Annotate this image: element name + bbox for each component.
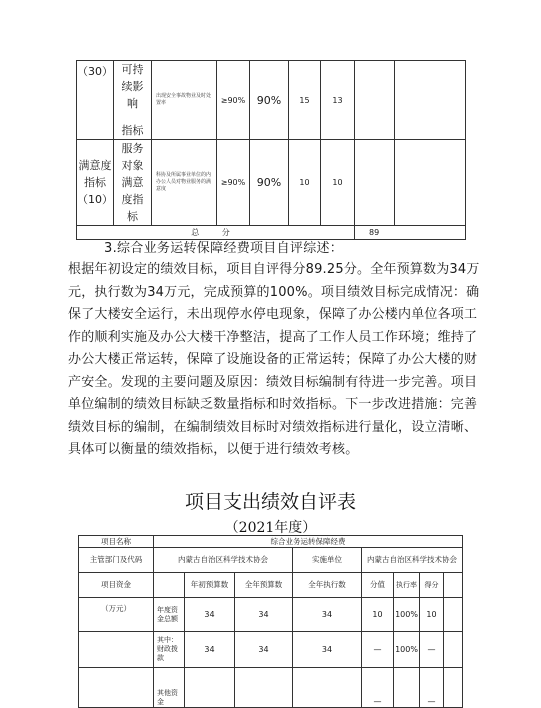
project-expenditure-table: [78, 535, 463, 708]
impl-label: 实施单位: [312, 555, 342, 564]
form-title: 项目支出绩效自评表: [184, 491, 356, 513]
score: 10: [426, 609, 437, 619]
target-value: ≥90%: [220, 95, 246, 105]
points: —: [373, 697, 382, 706]
section-heading: 3.综合业务运转保障经费项目自评综述：: [104, 241, 344, 256]
indicator-detail: 科协及所属事业单位的内办公人员对物业服务的满意度: [156, 172, 212, 192]
performance-indicator-table: [76, 60, 466, 240]
col-header: 全年预算数: [244, 580, 283, 589]
section-body: 根据年初设定的绩效目标，项目自评得分89.25分。全年预算数为34万元，执行数为34万元，完成预算的100%。项目绩效目标完成情况：确保了大楼安全运行，未出现停水停电现象，保障了办公楼内单位各项工作的顺利实施及办公大楼干净整洁，提高了工作人员工作环境；维持了办公大楼正常运转，保障了设施设备的正常运转；保障了办公大楼的财产安全。发现的主要问题及原因：绩效目标编制有待进一步完善。项目单位编制的绩效目标缺乏数量指标和时效指标。下一步改进措施：完善绩效目标的编制，在编制绩效目标时对绩效指标进行量化，设立清晰、具体可以衡量的绩效指标，以便于进行绩效考核。: [68, 262, 480, 457]
target-value: ≥90%: [220, 178, 246, 187]
table-row: [77, 61, 466, 140]
indicator-name: 服务 对象 满意 度指 标: [121, 142, 144, 223]
col-header: 执行率: [396, 580, 417, 589]
table-row: [79, 548, 463, 573]
form-year: （2021年度）: [224, 520, 317, 536]
weight-value: 10: [299, 178, 310, 187]
total-score: 89: [369, 228, 380, 237]
exec-rate: 100%: [395, 609, 418, 619]
table-row: [77, 140, 466, 226]
col-header: 分值: [370, 580, 385, 589]
col-header: 得分: [424, 580, 439, 589]
row-label: 其中：财政拨款: [157, 636, 178, 662]
weight-value: 15: [299, 95, 310, 105]
total-label: 总 分: [191, 228, 240, 237]
category-name: 满意度 指标 （10）: [77, 159, 113, 206]
budget-initial: 34: [204, 644, 215, 654]
points: 10: [372, 609, 383, 619]
table-row: [79, 573, 463, 598]
col-header: 年初预算数: [190, 580, 229, 589]
dept-label: 主管部门及代码: [89, 555, 143, 564]
indicator-detail: 出现安全事故物业及时处置率: [156, 93, 212, 106]
actual-value: 90%: [256, 176, 282, 189]
table-row: [79, 598, 463, 632]
unit-label: （万元）: [101, 604, 131, 613]
dept-value: 内蒙古自治区科学技术协会: [178, 555, 268, 564]
points: —: [373, 644, 382, 654]
project-name-label: 项目名称: [101, 536, 131, 546]
score-value: 13: [332, 95, 343, 105]
score: —: [427, 644, 436, 654]
col-header: 全年执行数: [308, 580, 346, 589]
category-score: （30）: [77, 65, 113, 78]
budget-annual: 34: [258, 609, 269, 619]
actual-value: 90%: [256, 93, 282, 107]
impl-value: 内蒙古自治区科学技术协会: [367, 555, 457, 564]
score: —: [427, 697, 436, 706]
project-name-value: 综合业务运转保障经费: [270, 536, 346, 546]
row-label: 其他资金: [157, 689, 178, 706]
table-row: [79, 632, 463, 668]
exec-rate: 100%: [395, 644, 418, 654]
row-label: 年度资金总额: [157, 605, 178, 623]
table-row: [79, 668, 463, 708]
funds-label: 项目资金: [101, 580, 131, 589]
score-value: 10: [332, 178, 343, 187]
budget-annual: 34: [258, 644, 269, 654]
budget-initial: 34: [204, 609, 215, 619]
indicator-name: 可持 续影 响 指标: [121, 63, 144, 137]
executed: 34: [321, 644, 333, 654]
executed: 34: [321, 609, 333, 619]
table-row: [79, 536, 463, 548]
